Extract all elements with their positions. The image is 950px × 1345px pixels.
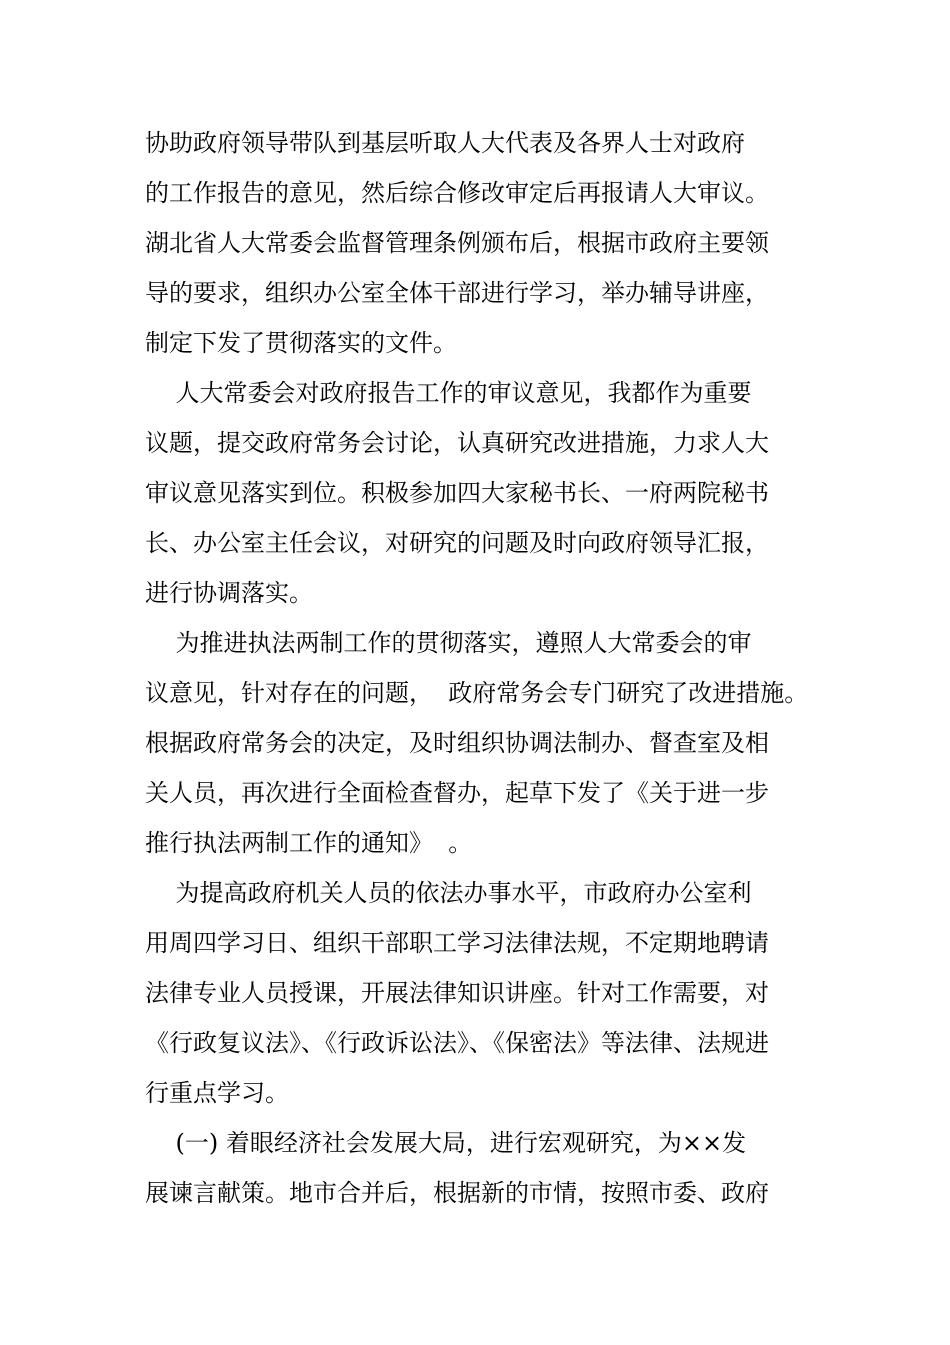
text-line: 的工作报告的意见，然后综合修改审定后再报请人大审议。 (145, 179, 769, 207)
text-line: 为提高政府机关人员的依法办事水平，市政府办公室利 (145, 879, 752, 907)
text-line: 法律专业人员授课，开展法律知识讲座。针对工作需要，对 (145, 979, 769, 1007)
text-line: 《行政复议法》、《行政诉讼法》、《保密法》等法律、法规进 (145, 1029, 769, 1057)
text-line: (一) 着眼经济社会发展大局，进行宏观研究，为××发 (145, 1129, 747, 1157)
text-line: 推行执法两制工作的通知》 。 (145, 829, 473, 857)
text-line: 长、办公室主任会议，对研究的问题及时向政府领导汇报， (145, 529, 769, 557)
text-line: 进行协调落实。 (145, 579, 313, 607)
text-line: 根据政府常务会的决定，及时组织协调法制办、督查室及相 (145, 729, 769, 757)
text-line: 审议意见落实到位。积极参加四大家秘书长、一府两院秘书 (145, 479, 769, 507)
text-line: 议题，提交政府常务会讨论，认真研究改进措施，力求人大 (145, 429, 769, 457)
text-line: 关人员，再次进行全面检查督办，起草下发了《关于进一步 (145, 779, 769, 807)
text-line: 为推进执法两制工作的贯彻落实，遵照人大常委会的审 (145, 629, 752, 657)
text-line: 展谏言献策。地市合并后，根据新的市情，按照市委、政府 (145, 1179, 769, 1207)
text-line: 行重点学习。 (145, 1079, 289, 1107)
text-line: 导的要求，组织办公室全体干部进行学习，举办辅导讲座， (145, 279, 769, 307)
text-line: 用周四学习日、组织干部职工学习法律法规，不定期地聘请 (145, 929, 769, 957)
text-line: 制定下发了贯彻落实的文件。 (145, 329, 457, 357)
text-line: 协助政府领导带队到基层听取人大代表及各界人士对政府 (145, 129, 745, 157)
text-line: 湖北省人大常委会监督管理条例颁布后，根据市政府主要领 (145, 229, 769, 257)
text-line: 人大常委会对政府报告工作的审议意见，我都作为重要 (145, 379, 752, 407)
text-line: 议意见，针对存在的问题， 政府常务会专门研究了改进措施。 (145, 679, 809, 707)
